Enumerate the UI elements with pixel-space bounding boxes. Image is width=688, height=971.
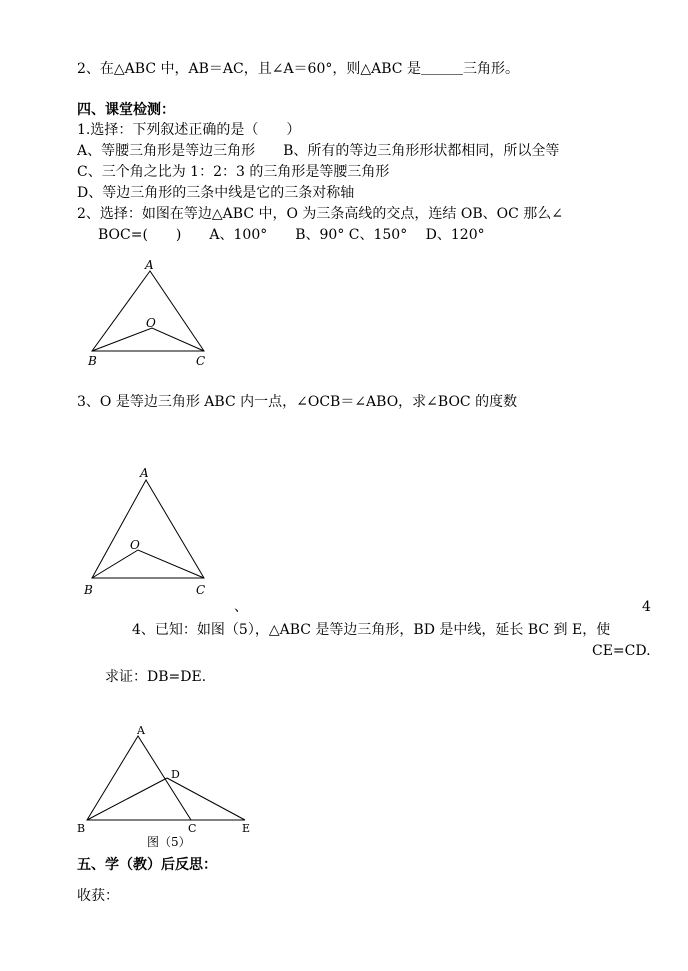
- q2-line-2: BOC=( ) A、100° B、90° C、150° D、120°: [98, 227, 485, 243]
- section-5-title: 五、学（教）后反思：: [77, 857, 217, 873]
- q1-option-a: A、等腰三角形是等边三角形 B、所有的等边三角形形状都相同，所以全等: [77, 143, 560, 159]
- fig1-label-o: O: [146, 316, 156, 330]
- figure-1-triangle: [80, 255, 230, 375]
- q2-top: 2、在△ABC 中，AB＝AC，且∠A＝60°，则△ABC 是＿＿＿三角形。: [77, 61, 519, 77]
- fig1-label-c: C: [196, 354, 206, 368]
- fig2-label-o: O: [130, 538, 140, 552]
- fig1-label-b: B: [88, 354, 97, 368]
- harvest-label: 收获：: [77, 888, 119, 904]
- stray-mark-4: 4: [642, 599, 651, 615]
- q1-option-d: D、等边三角形的三条中线是它的三条对称轴: [77, 185, 355, 201]
- fig3-caption: 图（5）: [147, 835, 191, 849]
- fig3-label-e: E: [242, 822, 251, 835]
- fig2-label-a: A: [140, 466, 149, 480]
- fig3-label-d: D: [171, 768, 180, 781]
- q1-stem: 1.选择：下列叙述正确的是（ ）: [77, 122, 301, 138]
- fig2-label-c: C: [196, 583, 206, 597]
- fig3-label-b: B: [77, 822, 86, 835]
- figure-3-triangle: [75, 720, 265, 855]
- stray-mark-dot: 、: [234, 599, 248, 615]
- fig3-label-c: C: [188, 822, 197, 835]
- q4-line-2: CE=CD.: [592, 643, 651, 659]
- q1-option-c: C、三个角之比为 1：2：3 的三角形是等腰三角形: [77, 164, 390, 180]
- figure-2-triangle: [80, 462, 230, 602]
- q4-line-1: 4、已知：如图（5），△ABC 是等边三角形，BD 是中线，延长 BC 到 E，使: [132, 622, 611, 638]
- fig1-label-a: A: [145, 258, 154, 272]
- fig2-label-b: B: [84, 583, 93, 597]
- q2-line-1: 2、选择：如图在等边△ABC 中，O 为三条高线的交点，连结 OB、OC 那么∠: [77, 206, 564, 222]
- fig3-label-a: A: [137, 724, 145, 737]
- q4-prove: 求证：DB=DE.: [105, 669, 207, 685]
- q3: 3、O 是等边三角形 ABC 内一点，∠OCB＝∠ABO，求∠BOC 的度数: [77, 394, 518, 410]
- section-4-title: 四、课堂检测：: [77, 102, 175, 118]
